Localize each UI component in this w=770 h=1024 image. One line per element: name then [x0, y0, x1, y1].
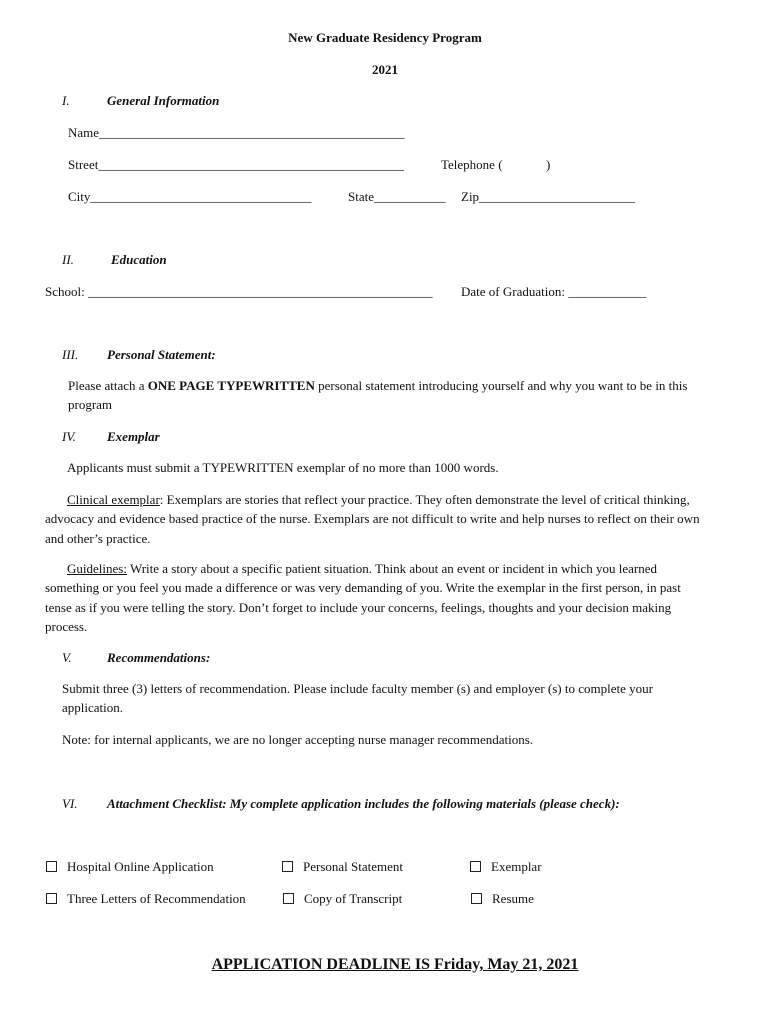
clinical-exemplar-paragraph: Clinical exemplar: Exemplars are stories that reflect your practice. They often demonstrate the level of critical thinking, advocacy and evidence based practice of the nurse. Exemplars are not difficult to write and help nurses to reflect on their own and other’s practice. [45, 492, 700, 546]
checklist-three-letters[interactable]: Three Letters of Recommendation [46, 891, 246, 907]
name-field[interactable]: Name_______________________________________________ [68, 125, 405, 140]
recommendations-text: Submit three (3) letters of recommendation. Please include faculty member (s) and employer (s) to complete your application. [62, 681, 653, 716]
checklist-exemplar[interactable]: Exemplar [470, 859, 542, 875]
school-field[interactable]: School: _____________________________________________________ [45, 284, 433, 299]
checklist-personal-statement[interactable]: Personal Statement [282, 859, 403, 875]
checklist-resume[interactable]: Resume [471, 891, 534, 907]
application-deadline: APPLICATION DEADLINE IS Friday, May 21, 2021 [211, 956, 579, 973]
street-field[interactable]: Street_______________________________________________ [68, 157, 404, 172]
zip-field[interactable]: Zip________________________ [461, 189, 636, 204]
checkbox-icon[interactable] [470, 861, 481, 872]
recommendations-note: Note: for internal applicants, we are no longer accepting nurse manager recommendations. [62, 732, 534, 747]
exemplar-intro: Applicants must submit a TYPEWRITTEN exemplar of no more than 1000 words. [67, 460, 499, 475]
section-6-title: Attachment Checklist: My complete application includes the following materials (please check): [107, 796, 620, 811]
checkbox-icon[interactable] [282, 861, 293, 872]
section-3-title: Personal Statement: [107, 347, 216, 362]
telephone-close-paren: ) [546, 157, 551, 172]
section-2-title: Education [111, 252, 167, 267]
guidelines-paragraph: Guidelines: Write a story about a specific patient situation. Think about an event or incident in which you learned something or you feel you made a difference or was very demanding of you. Write the exemplar in the first person, in past tense as if you were telling the story. Don’t forget to include your concerns, feelings, thoughts and your decision making process. [45, 561, 681, 634]
telephone-field[interactable]: Telephone ( [441, 157, 503, 172]
state-field[interactable]: State___________ [348, 189, 446, 204]
section-2-number: II. [62, 252, 74, 267]
document-title: New Graduate Residency Program [288, 30, 482, 45]
document-year: 2021 [372, 62, 398, 77]
checklist-hospital-online-application[interactable]: Hospital Online Application [46, 859, 214, 875]
personal-statement-instructions: Please attach a ONE PAGE TYPEWRITTEN personal statement introducing yourself and why you want to be in this program [68, 378, 688, 413]
city-field[interactable]: City__________________________________ [68, 189, 312, 204]
checkbox-icon[interactable] [283, 893, 294, 904]
checklist-copy-of-transcript[interactable]: Copy of Transcript [283, 891, 402, 907]
checkbox-icon[interactable] [46, 893, 57, 904]
section-5-title: Recommendations: [107, 650, 211, 665]
checkbox-icon[interactable] [471, 893, 482, 904]
section-1-number: I. [62, 93, 70, 108]
section-6-number: VI. [62, 796, 78, 811]
checkbox-icon[interactable] [46, 861, 57, 872]
section-3-number: III. [62, 347, 79, 362]
graduation-date-field[interactable]: Date of Graduation: ____________ [461, 284, 647, 299]
section-5-number: V. [62, 650, 72, 665]
section-1-title: General Information [107, 93, 220, 108]
section-4-title: Exemplar [107, 429, 160, 444]
section-4-number: IV. [62, 429, 76, 444]
